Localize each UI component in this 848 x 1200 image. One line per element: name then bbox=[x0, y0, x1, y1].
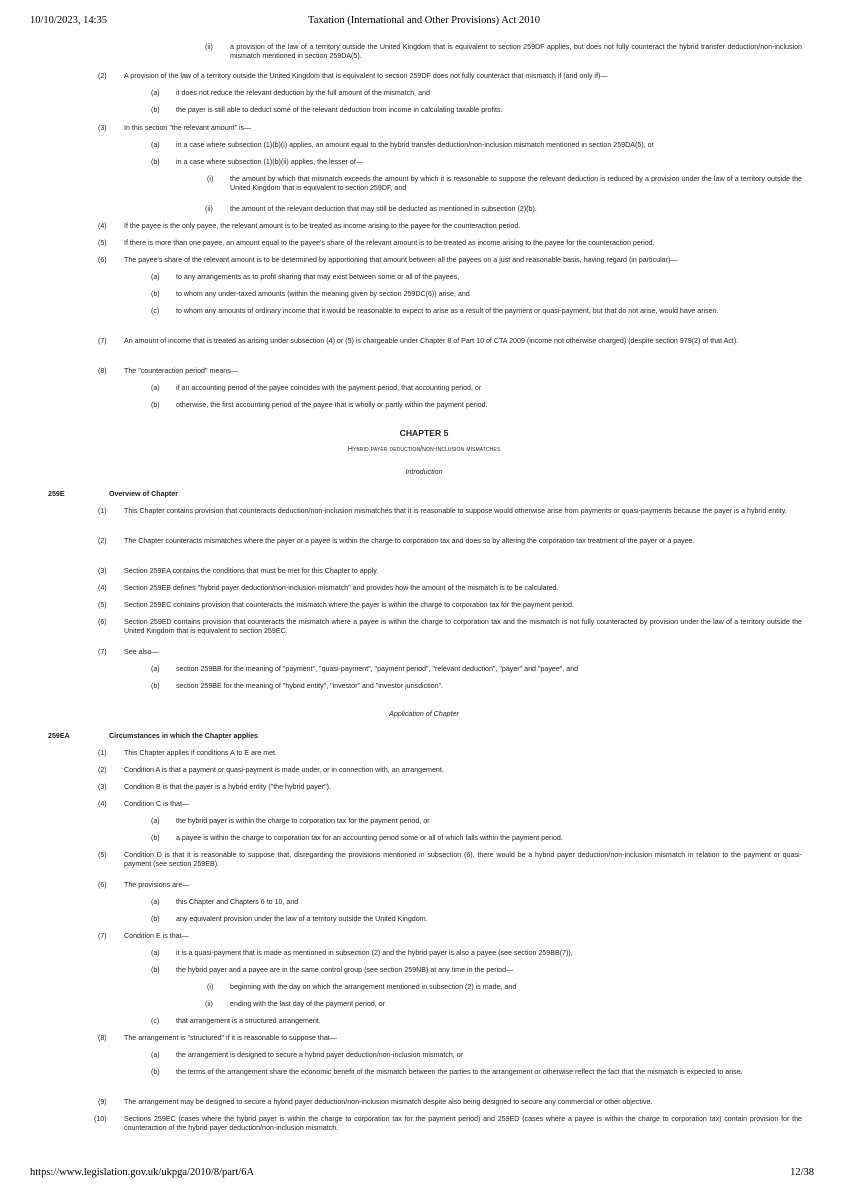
provision-text: beginning with the day on which the arrangement mentioned in subsection (2) is made, and bbox=[230, 983, 517, 991]
provision-text: Condition E is that— bbox=[124, 932, 189, 940]
provision-text: any equivalent provision under the law of a territory outside the United Kingdom. bbox=[176, 915, 428, 923]
provision-text: ending with the last day of the payment period, or bbox=[230, 1000, 385, 1008]
provision-number: (b) bbox=[151, 834, 160, 842]
provision-number: (a) bbox=[151, 384, 160, 392]
provision-text: If the payee is the only payee, the relevant amount is to be treated as income arising to the payee for the counteraction period. bbox=[124, 222, 521, 230]
provision-number: (a) bbox=[151, 817, 160, 825]
provision-text: An amount of income that is treated as arising under subsection (4) or (5) is chargeable under Chapter 8 of Part 10 of CTA 2009 (income not otherwise charged) (despite section 979(2) of that Act). bbox=[124, 337, 739, 345]
provision-number: (5) bbox=[98, 851, 107, 859]
provision-number: (4) bbox=[98, 584, 107, 592]
provision-text: the amount by which that mismatch exceeds the amount by which it is reasonable to suppose the relevant deduction is reduced by a provision under the law of a territory outside the United Kingdom that is equivalent to section 259DF, and bbox=[230, 175, 802, 193]
page-number: 12/38 bbox=[790, 1167, 814, 1178]
provision-number: (7) bbox=[98, 337, 107, 345]
provision-text: Condition D is that it is reasonable to suppose that, disregarding the provisions mentioned in subsection (6), there would be a hybrid payer deduction/non-inclusion mismatch in relation to the payment or quasi-payment (see section 259EB). bbox=[124, 851, 802, 869]
provision-text: in a case where subsection (1)(b)(i) applies, an amount equal to the hybrid transfer deduction/non-inclusion mismatch mentioned in section 259DA(5), or bbox=[176, 141, 654, 149]
provision-text: This Chapter contains provision that counteracts deduction/non-inclusion mismatches that it is reasonable to suppose would otherwise arise from payments or quasi-payments because the payer is a hybrid entity. bbox=[124, 507, 787, 515]
chapter-title: Hybrid payer deduction/non-inclusion mismatches bbox=[347, 445, 501, 453]
provision-text: this Chapter and Chapters 6 to 10, and bbox=[176, 898, 299, 906]
provision-number: (a) bbox=[151, 949, 160, 957]
page-url[interactable]: https://www.legislation.gov.uk/ukpga/2010/8/part/6A bbox=[30, 1167, 255, 1178]
print-datetime: 10/10/2023, 14:35 bbox=[30, 15, 108, 26]
provision-text: The provisions are— bbox=[124, 881, 190, 889]
provision-text: The Chapter counteracts mismatches where the payer or a payee is within the charge to corporation tax and does so by altering the corporation tax treatment of the payer or a payee. bbox=[124, 537, 695, 545]
provision-number: (b) bbox=[151, 1068, 160, 1076]
provision-number: (3) bbox=[98, 567, 107, 575]
provision-number: (10) bbox=[94, 1115, 107, 1123]
provision-text: if an accounting period of the payee coincides with the payment period, that accounting period, or bbox=[176, 384, 482, 392]
provision-number: (1) bbox=[98, 507, 107, 515]
provision-number: (b) bbox=[151, 915, 160, 923]
provision-number: Overview of Chapter bbox=[109, 490, 178, 498]
provision-number: (a) bbox=[151, 141, 160, 149]
provision-text: the payer is still able to deduct some of the relevant deduction from income in calculating taxable profits. bbox=[176, 106, 503, 114]
provision-number: (1) bbox=[98, 749, 107, 757]
provision-text: See also— bbox=[124, 648, 159, 656]
provision-text: Section 259EB defines "hybrid payer deduction/non-inclusion mismatch" and provides how the amount of the mismatch is to be calculated. bbox=[124, 584, 559, 592]
provision-text: The "counteraction period" means— bbox=[124, 367, 238, 375]
provision-text: it does not reduce the relevant deduction by the full amount of the mismatch, and bbox=[176, 89, 430, 97]
provision-text: Condition B is that the payer is a hybrid entity ("the hybrid payer"). bbox=[124, 783, 331, 791]
provision-number: (c) bbox=[151, 1017, 160, 1025]
provision-text: Section 259ED contains provision that counteracts the mismatch where a payee is within the charge to corporation tax and the mismatch is not fully counteracted by provision under the law of a territory outside the United Kingdom that is equivalent to section 259EC. bbox=[124, 618, 802, 636]
document-title: Taxation (International and Other Provisions) Act 2010 bbox=[308, 15, 540, 26]
provision-text: A provision of the law of a territory outside the United Kingdom that is equivalent to section 259DF does not fully counteract that mismatch if (and only if)— bbox=[124, 72, 608, 80]
provision-text: to whom any under-taxed amounts (within the meaning given by section 259DC(6)) arise, and bbox=[176, 290, 470, 298]
provision-number: (2) bbox=[98, 766, 107, 774]
section-group-heading: Application of Chapter bbox=[389, 710, 459, 718]
provision-text: The payee's share of the relevant amount is to be determined by apportioning that amount between all the payees on a just and reasonable basis, having regard (in particular)— bbox=[124, 256, 678, 264]
provision-number: (a) bbox=[151, 1051, 160, 1059]
provision-text: section 259BB for the meaning of "payment", "quasi-payment", "payment period", "relevant deduction", "payer" and "payee", and bbox=[176, 665, 579, 673]
provision-number: (3) bbox=[98, 783, 107, 791]
provision-text: otherwise, the first accounting period of the payee that is wholly or partly within the payment period. bbox=[176, 401, 488, 409]
provision-number: (a) bbox=[151, 89, 160, 97]
provision-text: This Chapter applies if conditions A to E are met. bbox=[124, 749, 277, 757]
provision-number: (b) bbox=[151, 290, 160, 298]
provision-text: Section 259EC contains provision that counteracts the mismatch where the payer is within the charge to corporation tax for the payment period. bbox=[124, 601, 574, 609]
provision-number: (6) bbox=[98, 881, 107, 889]
provision-number: (5) bbox=[98, 601, 107, 609]
provision-number: (a) bbox=[151, 665, 160, 673]
provision-text: to any arrangements as to profit sharing that may exist between some or all of the payees, bbox=[176, 273, 460, 281]
provision-number: (b) bbox=[151, 401, 160, 409]
chapter-heading: CHAPTER 5 bbox=[399, 428, 449, 438]
provision-text: the arrangement is designed to secure a hybrid payer deduction/non-inclusion mismatch, or bbox=[176, 1051, 464, 1059]
provision-number: (c) bbox=[151, 307, 160, 315]
provision-number: (a) bbox=[151, 898, 160, 906]
provision-text: a provision of the law of a territory outside the United Kingdom that is equivalent to section 259DF applies, but does not fully counteract the hybrid transfer deduction/non-inclusion mismatch mentioned in section 259DA(5). bbox=[230, 43, 802, 61]
provision-number: 259EA bbox=[48, 732, 70, 740]
provision-number: (ii) bbox=[205, 1000, 213, 1008]
provision-number: (2) bbox=[98, 537, 107, 545]
provision-text: Section 259EA contains the conditions that must be met for this Chapter to apply. bbox=[124, 567, 379, 575]
provision-text: it is a quasi-payment that is made as mentioned in subsection (2) and the hybrid payer is also a payee (see section 259BB(7)), bbox=[176, 949, 573, 957]
provision-number: (8) bbox=[98, 367, 107, 375]
provision-text: that arrangement is a structured arrangement. bbox=[176, 1017, 321, 1025]
provision-number: (5) bbox=[98, 239, 107, 247]
provision-text: to whom any amounts of ordinary income that it would be reasonable to expect to arise as a result of the payment or quasi-payment, but that do not arise, would have arisen. bbox=[176, 307, 719, 315]
provision-number: (7) bbox=[98, 932, 107, 940]
provision-text: Sections 259EC (cases where the hybrid payer is within the charge to corporation tax for the payment period) and 259ED (cases where a payee is within the charge to corporation tax) contain provision for the counteraction of the hybrid payer deduction/non-inclusion mismatch. bbox=[124, 1115, 802, 1133]
section-group-heading: Introduction bbox=[405, 468, 443, 476]
provision-number: (4) bbox=[98, 222, 107, 230]
provision-text: The arrangement is "structured" if it is reasonable to suppose that— bbox=[124, 1034, 337, 1042]
provision-number: (b) bbox=[151, 158, 160, 166]
provision-text: the hybrid payer is within the charge to corporation tax for the payment period, or bbox=[176, 817, 430, 825]
provision-number: Circumstances in which the Chapter applies bbox=[109, 732, 259, 740]
provision-number: (i) bbox=[207, 175, 214, 183]
provision-text: section 259BE for the meaning of "hybrid entity", "investor" and "investor jurisdiction". bbox=[176, 682, 444, 690]
provision-number: (3) bbox=[98, 124, 107, 132]
provision-number: (6) bbox=[98, 618, 107, 626]
provision-text: Condition C is that— bbox=[124, 800, 190, 808]
provision-text: the amount of the relevant deduction that may still be deducted as mentioned in subsection (2)(b). bbox=[230, 205, 537, 213]
provision-text: the hybrid payer and a payee are in the same control group (see section 259NB) at any time in the period— bbox=[176, 966, 514, 974]
provision-number: (b) bbox=[151, 106, 160, 114]
provision-number: (ii) bbox=[205, 205, 213, 213]
provision-number: (b) bbox=[151, 682, 160, 690]
provision-text: in a case where subsection (1)(b)(ii) applies, the lesser of— bbox=[176, 158, 363, 166]
provision-number: (2) bbox=[98, 72, 107, 80]
provision-number: (8) bbox=[98, 1034, 107, 1042]
provision-text: a payee is within the charge to corporation tax for an accounting period some or all of which falls within the payment period. bbox=[176, 834, 563, 842]
provision-text: The arrangement may be designed to secure a hybrid payer deduction/non-inclusion mismatch despite also being designed to secure any commercial or other objective. bbox=[124, 1098, 653, 1106]
provision-number: (9) bbox=[98, 1098, 107, 1106]
provision-number: (b) bbox=[151, 966, 160, 974]
provision-number: (7) bbox=[98, 648, 107, 656]
provision-number: (ii) bbox=[205, 43, 213, 51]
provision-number: (6) bbox=[98, 256, 107, 264]
provision-number: 259E bbox=[48, 490, 65, 498]
provision-text: If there is more than one payee, an amount equal to the payee's share of the relevant amount is to be treated as income arising to the payee for the counteraction period. bbox=[124, 239, 655, 247]
provision-number: (4) bbox=[98, 800, 107, 808]
provision-text: the terms of the arrangement share the economic benefit of the mismatch between the parties to the arrangement or otherwise reflect the fact that the mismatch is expected to arise. bbox=[176, 1068, 743, 1076]
provision-text: In this section "the relevant amount" is— bbox=[124, 124, 252, 132]
provision-number: (a) bbox=[151, 273, 160, 281]
provision-number: (i) bbox=[207, 983, 214, 991]
provision-text: Condition A is that a payment or quasi-payment is made under, or in connection with, an arrangement. bbox=[124, 766, 444, 774]
